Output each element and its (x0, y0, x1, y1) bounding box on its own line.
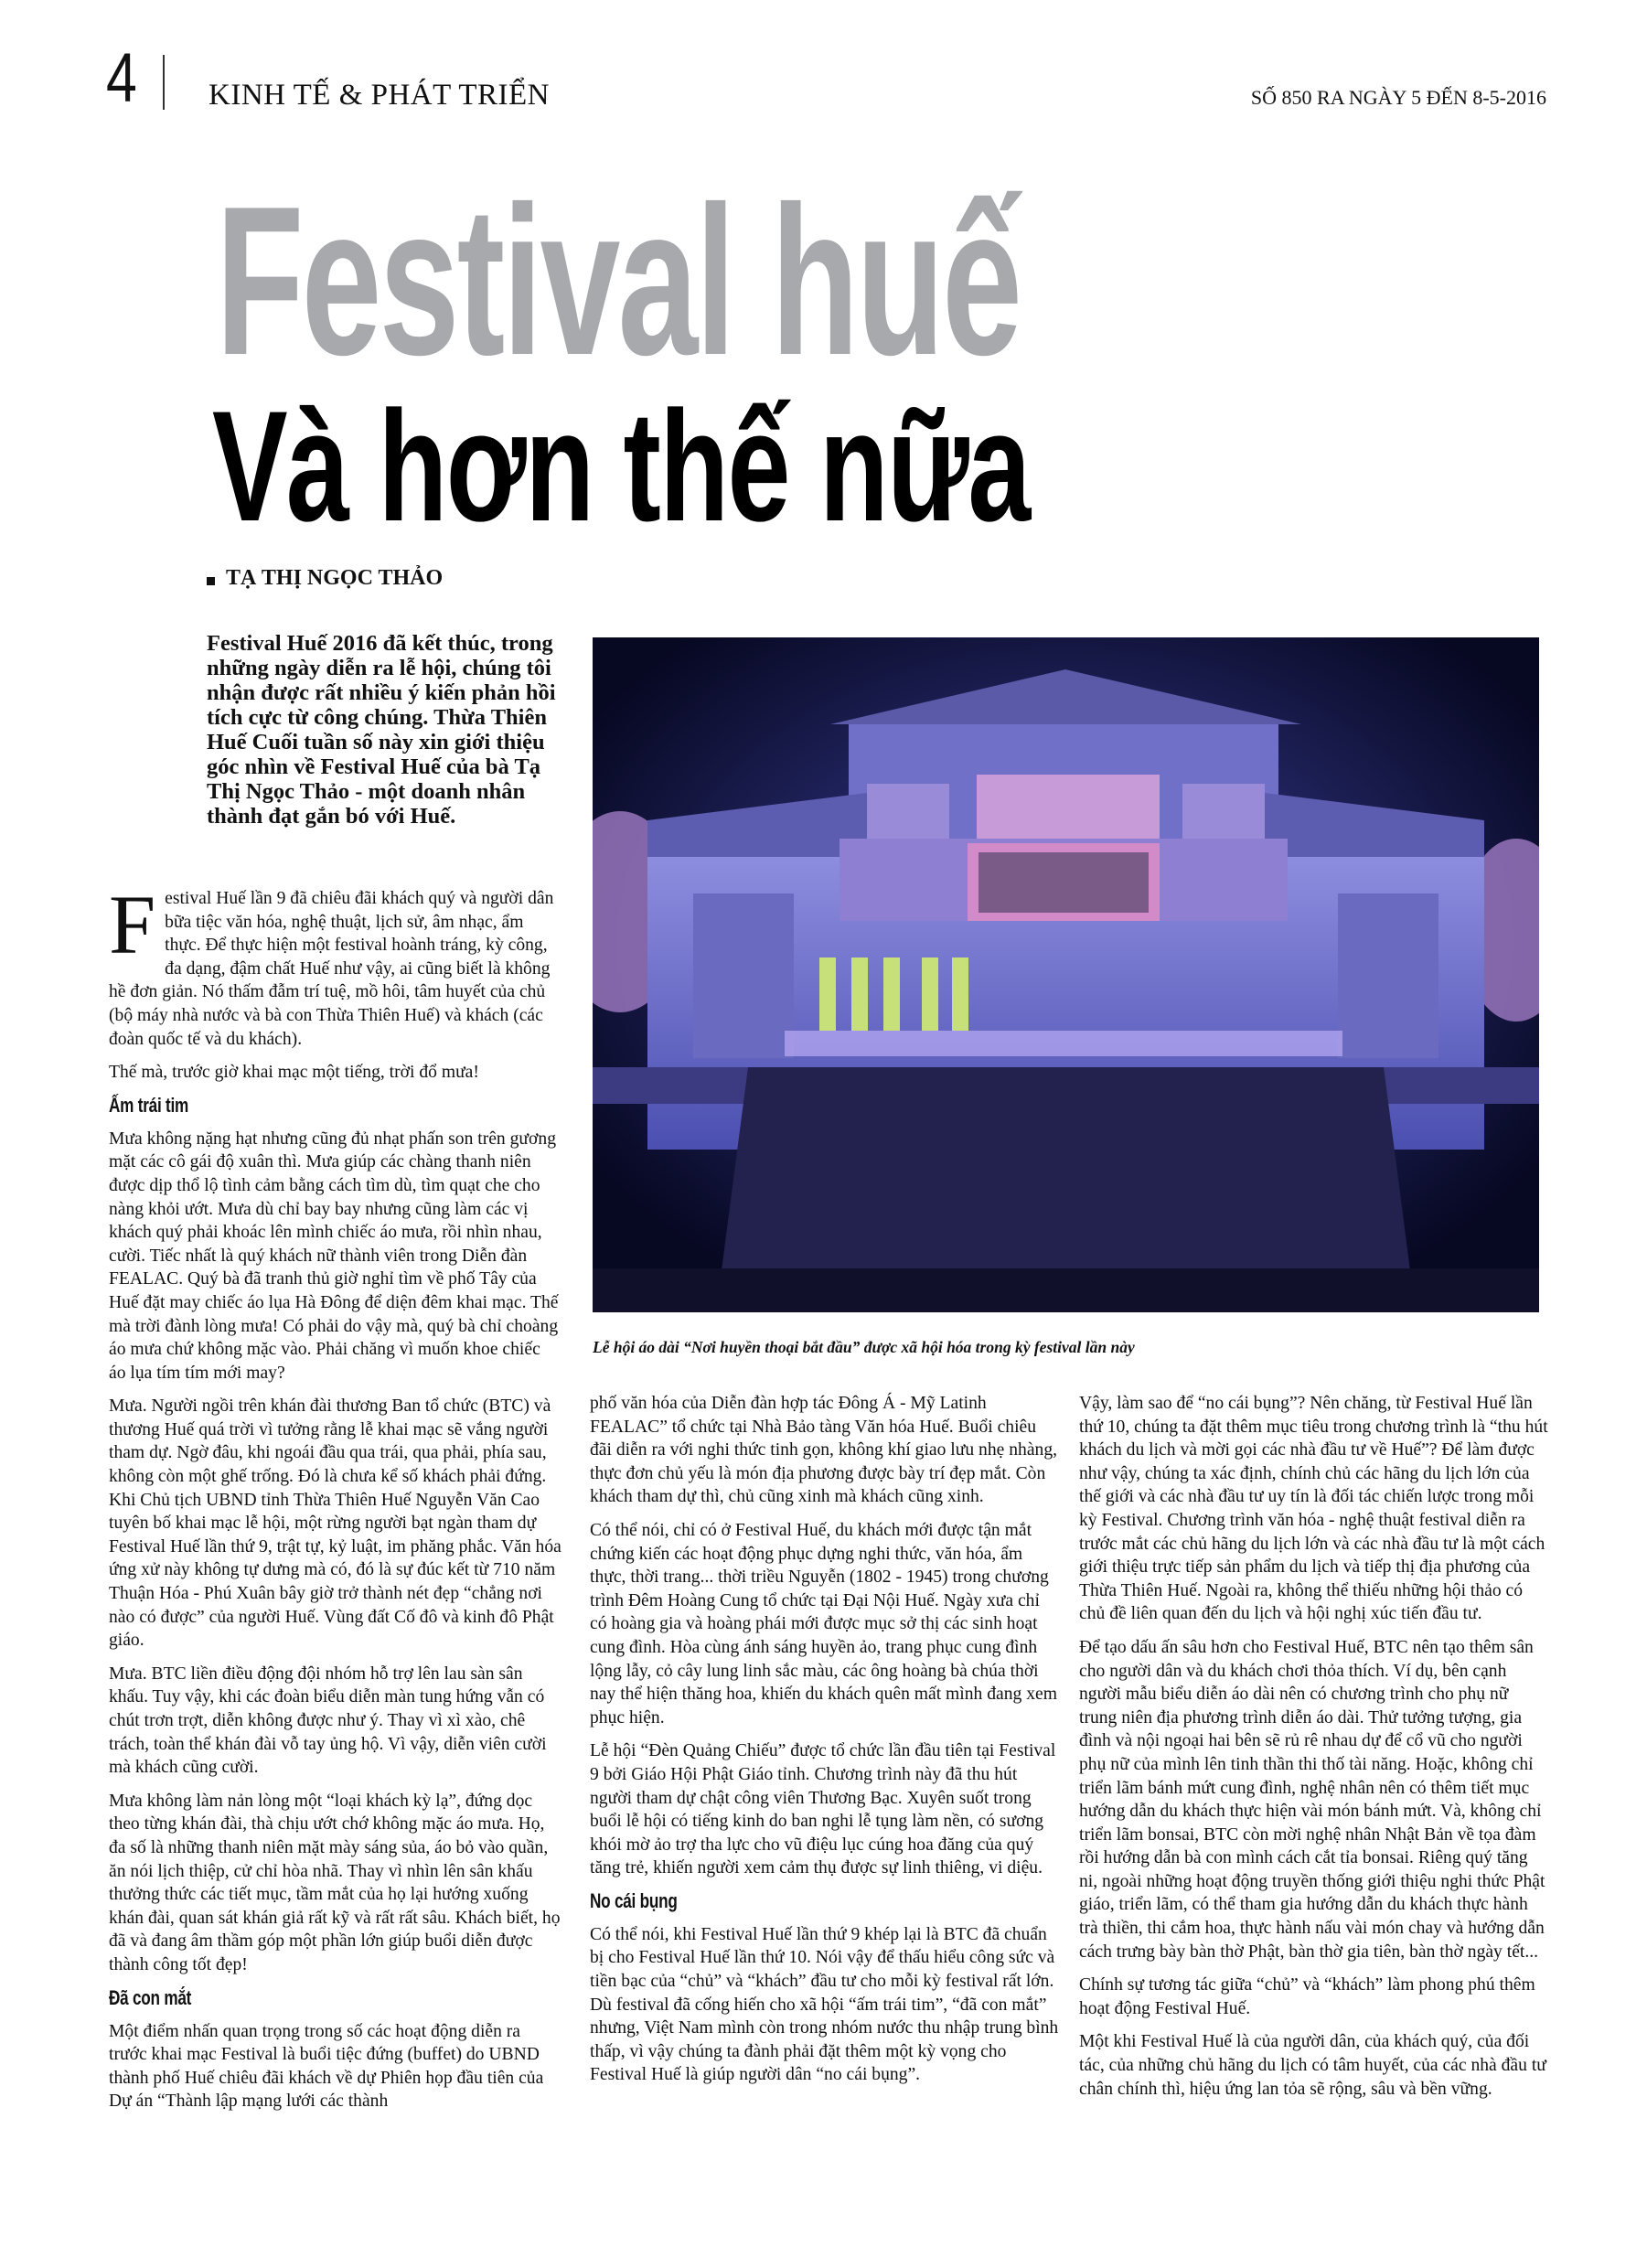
header-divider (163, 55, 165, 110)
palace-stage-illustration (593, 637, 1539, 1312)
paragraph: Vậy, làm sao để “no cái bụng”? Nên chăng, từ Festival Huế lần thứ 10, chúng ta đặt thêm mục tiêu trong chương trình là “thu hút khách du lịch và mời gọi các nhà đầu tư về Huế”? Để làm được như vậy, chúng ta xác định, chính chủ các hãng du lịch lớn của thế giới và các nhà đầu tư uy tín là đối tác chiến lược trong mỗi kỳ Festival. Chương trình văn hóa - nghệ thuật festival diễn ra trước mắt các chủ hãng du lịch lớn và các nhà đầu tư là một cách giới thiệu trực tiếp sản phẩm du lịch và tiếp thị địa phương của Thừa Thiên Huế. Ngoài ra, không thể thiếu những hội thảo có chủ đề liên quan đến du lịch và hội nghị xúc tiến đầu tư. (1079, 1394, 1548, 1624)
bullet-square-icon (207, 577, 215, 585)
byline (207, 565, 443, 591)
author-name: TẠ THỊ NGỌC THẢO (226, 566, 444, 590)
headline-line-2: Và hơn thế nữa (212, 379, 1030, 554)
drop-cap: F (109, 878, 156, 971)
paragraph-text: estival Huế lần 9 đã chiêu đãi khách quý và người dân bữa tiệc văn hóa, nghệ thuật, lịch sử, âm nhạc, ẩm thực. Để thực hiện một festival hoành tráng, kỳ công, đa dạng, đậm chất Huế như vậy, ai cũng biết là không hề đơn giản. Nó thấm đẫm trí tuệ, mồ hôi, tâm huyết của chủ (bộ máy nhà nước và bà con Thừa Thiên Huế) và khách (các đoàn quốc tế và du khách). (109, 889, 554, 1049)
paragraph: Có thể nói, chỉ có ở Festival Huế, du khách mới được tận mắt chứng kiến các hoạt động phục dựng nghi thức, văn hóa, ẩm thực, thời trang... thời triều Nguyễn (1802 - 1945) trong chương trình Đêm Hoàng Cung tổ chức tại Đại Nội Huế. Ngày xưa chỉ có hoàng gia và hoàng phái mới được mục sở thị các sinh hoạt cung đình. Hòa cùng ánh sáng huyền ảo, trang phục cung đình lộng lẫy, cỏ cây lung linh sắc màu, các ông hoàng bà chúa thời nay thể hiện thăng hoa, khiến du khách quên mất mình đang xem phục hiện. (590, 1520, 1057, 1728)
issue-info: SỐ 850 RA NGÀY 5 ĐẾN 8-5-2016 (1250, 86, 1546, 109)
page-number: 4 (106, 39, 137, 117)
paragraph: Để tạo dấu ấn sâu hơn cho Festival Huế, BTC nên tạo thêm sân cho người dân và du khách chơi thỏa thích. Ví dụ, bên cạnh người mẫu biểu diễn áo dài nên có chương trình cho phụ nữ trung niên địa phương trình diễn áo dài. Thử tưởng tượng, gia đình và nội ngoại hai bên sẽ rủ rê nhau dự để cổ vũ cho người phụ nữ của mình lên tinh thần thi thố tài năng. Hoặc, không chỉ triển lãm bánh mứt cung đình, nghệ nhân nên có thêm tiết mục hướng dẫn du khách thực hiện vài món bánh mứt. Và, không chỉ triển lãm bonsai, BTC còn mời nghệ nhân Nhật Bản về tọa đàm rồi hướng dẫn bà con mình cách cắt tỉa bonsai. Riêng quý tăng ni, ngoài những hoạt động truyền thống giới thiệu nghi thức Phật giáo, triển lãm, có thể tham gia hướng dẫn du khách thực hành trà thiền, thi cắm hoa, thực hành nấu vài món chay và hướng dẫn cách trưng bày bàn thờ Phật, bàn thờ gia tiên, bàn thờ ngày tết... (1079, 1637, 1545, 1962)
subheading: No cái bụng (590, 1888, 678, 1912)
article-column-left (109, 878, 561, 2124)
article-column-right (1079, 1392, 1550, 2111)
lead-paragraph: Festival Huế 2016 đã kết thúc, trong những ngày diễn ra lễ hội, chúng tôi nhận được rất nhiều ý kiến phản hồi tích cực từ công chúng. Thừa Thiên Huế Cuối tuần số này xin giới thiệu góc nhìn về Festival Huế của bà Tạ Thị Ngọc Thảo - một doanh nhân thành đạt gắn bó với Huế. (207, 631, 556, 829)
subheading: Ấm trái tim (109, 1093, 189, 1117)
paragraph: Mưa. Người ngồi trên khán đài thương Ban tổ chức (BTC) và thương Huế quá trời vì tưởng rằng lễ khai mạc sẽ vắng người tham dự. Ngờ đâu, khi ngoái đầu qua trái, qua phải, phía sau, không còn một ghế trống. Đó là chưa kể số khách phải đứng. Khi Chủ tịch UBND tỉnh Thừa Thiên Huế Nguyễn Văn Cao tuyên bố khai mạc lễ hội, một rừng người bạt ngàn tham dự Festival Huế lần thứ 9, trật tự, kỷ luật, im phăng phắc. Văn hóa ứng xử này không tự dưng mà có, đó là sự đúc kết từ 710 năm Thuận Hóa - Phú Xuân bây giờ trở thành nét đẹp “chẳng nơi nào có được” của người Huế. Vùng đất Cố đô và kinh đô Phật giáo. (109, 1396, 561, 1651)
paragraph: Một điểm nhấn quan trọng trong số các hoạt động diễn ra trước khai mạc Festival là buổi tiệc đứng (buffet) do UBND thành phố Huế chiêu đãi khách về dự Phiên họp đầu tiên của Dự án “Thành lập mạng lưới các thành (109, 2021, 544, 2112)
paragraph: Mưa không làm nản lòng một “loại khách kỳ lạ”, đứng dọc theo từng khán đài, thà chịu ướt chớ không mặc áo mưa. Họ, đa số là những thanh niên mặt mày sáng sủa, áo bỏ vào quần, ăn nói lịch thiệp, cử chỉ hòa nhã. Thay vì nhìn lên sân khấu thưởng thức các tiết mục, tầm mắt của họ lại hướng xuống khán đài, quan sát khán giả rất kỹ và rất rất sâu. Khách biết, họ đã và đang âm thầm góp một phần lớn giúp buổi diễn được thành công tốt đẹp! (109, 1791, 561, 1974)
paragraph (109, 878, 561, 1051)
paragraph: Mưa. BTC liền điều động đội nhóm hỗ trợ lên lau sàn sân khấu. Tuy vậy, khi các đoàn biểu diễn màn tung hứng vẫn có chút trơn trợt, diễn không được như ý. Thay vì xì xào, chê trách, toàn thể khán đài vỗ tay ủng hộ. Vì vậy, diễn viên cười mà khách cũng cười. (109, 1664, 547, 1778)
headline-line-1: Festival huế (216, 163, 1021, 400)
festival-photo (593, 637, 1539, 1312)
paragraph: Chính sự tương tác giữa “chủ” và “khách” làm phong phú thêm hoạt động Festival Huế. (1079, 1975, 1535, 2018)
photo-caption: Lễ hội áo dài “Nơi huyền thoại bắt đầu” được xã hội hóa trong kỳ festival lần này (593, 1338, 1135, 1356)
paragraph: phố văn hóa của Diễn đàn hợp tác Đông Á - Mỹ Latinh FEALAC” tổ chức tại Nhà Bảo tàng Văn hóa Huế. Buổi chiêu đãi diễn ra với nghi thức tinh gọn, không khí giao lưu nhẹ nhàng, thực đơn chủ yếu là món địa phương được bày trí đẹp mắt. Còn khách tham dự thì, chủ cũng xinh mà khách cũng xinh. (590, 1394, 1058, 1507)
paragraph: Lễ hội “Đèn Quảng Chiếu” được tổ chức lần đầu tiên tại Festival 9 bởi Giáo Hội Phật Giáo tỉnh. Chương trình này đã thu hút người tham dự chật công viên Thương Bạc. Xuyên suốt trong buổi lễ hội có tiếng kinh do ban nghi lễ tụng làm nền, có sương khói mờ ảo trợ tha lực cho vũ điệu lục cúng hoa đăng của quý tăng trẻ, khiến người xem cảm thụ được sự linh thiêng, vi diệu. (590, 1741, 1056, 1878)
paragraph: Có thể nói, khi Festival Huế lần thứ 9 khép lại là BTC đã chuẩn bị cho Festival Huế lần thứ 10. Nói vậy để thấu hiểu công sức và tiền bạc của “chủ” và “khách” đầu tư cho mỗi kỳ festival rất lớn. Dù festival đã cống hiến cho xã hội “ấm trái tim”, “đã con mắt” nhưng, Việt Nam mình còn trong nhóm nước thu nhập trung bình thấp, vì vậy chúng ta đành phải đặt thêm một kỳ vọng cho Festival Huế là giúp người dân “no cái bụng”. (590, 1924, 1059, 2085)
paragraph: Một khi Festival Huế là của người dân, của khách quý, của đối tác, của những chủ hãng du lịch có tâm huyết, của các nhà đầu tư chân chính thì, hiệu ứng lan tỏa sẽ rộng, sâu và bền vững. (1079, 2032, 1546, 2099)
article-column-middle (590, 1392, 1061, 2097)
paragraph: Mưa không nặng hạt nhưng cũng đủ nhạt phấn son trên gương mặt các cô gái độ xuân thì. Mưa giúp các chàng thanh niên được dịp thổ lộ tình cảm bằng cách tìm dù, tìm quạt che cho nàng khỏi ướt. Mưa dù chỉ bay bay nhưng cũng làm các vị khách quý phải khoác lên mình chiếc áo mưa, rồi nhìn nhau, cười. Tiếc nhất là quý khách nữ thành viên trong Diễn đàn FEALAC. Quý bà đã tranh thủ giờ nghỉ tìm về phố Tây của Huế đặt may chiếc áo lụa Hà Đông để diện đêm khai mạc. Thế mà trời đành lòng mưa! Có phải do vậy mà, quý bà chỉ choàng áo mưa chứ không mặc vào. Phải chăng vì muốn khoe chiếc áo lụa tím tím mới may? (109, 1129, 559, 1383)
subheading: Đã con mắt (109, 1985, 192, 2009)
section-title: KINH TẾ & PHÁT TRIỂN (209, 79, 550, 112)
paragraph: Thế mà, trước giờ khai mạc một tiếng, trời đổ mưa! (109, 1063, 479, 1083)
